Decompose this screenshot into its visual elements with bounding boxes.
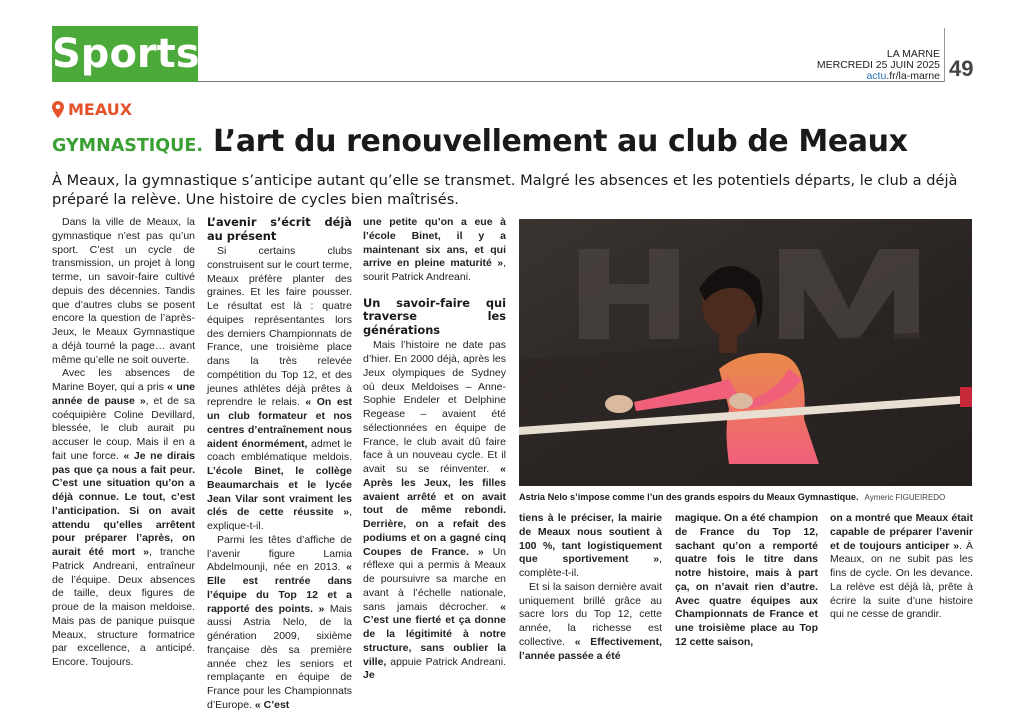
column-5 <box>675 512 818 650</box>
photo-caption <box>519 491 972 504</box>
paragraph: Parmi les têtes d’affiche de l’avenir figure Lamia Abdelmounji, née en 2013. « Elle est rentrée dans l’équipe du Top 12 et a rapporté des points. » Mais aussi Astria Nelo, de la génération 2009, sixième française dès sa première année chez les seniors et remplaçante en équipe de France pour les Championnats d’Europe. « C’est <box>207 533 353 711</box>
column-6 <box>830 512 973 622</box>
subheading: Un savoir-faire qui traverse les générations <box>363 295 506 337</box>
location-label: MEAUX <box>68 100 133 119</box>
paragraph: Avec les absences de Marine Boyer, qui a pris « une année de pause », et de sa coéquipière Coline Devillard, blessée, le club aurait pu accuser le coup. Mais il en a fait une force. « Je ne dirais pas que ça nous a fait peur. C’est une situation qu’on a déjà connue. Le tout, c’est l’anticipation. Si on avait attendu qu’elles arrêtent pour préparer l’après, on aurait été mort », tranche Patrick Andreani, entraîneur de l’équipe. Deux absences de taille, deux figures de proue de la maison meldoise. Mais pas de panique puisque Meaux, structure formatrice par excellence, a anticipé. Encore. Toujours. <box>52 367 195 668</box>
headline <box>52 124 908 159</box>
photo-credit: Aymeric FIGUEIREDO <box>864 493 946 502</box>
site-link[interactable] <box>817 71 940 82</box>
paragraph: Et si la saison dernière avait uniquement brillé grâce au sacre lors du Top 12, cette année, la richesse est collective. « Effectivement, l’année passée a été <box>519 580 662 662</box>
column-2 <box>207 216 352 713</box>
paragraph: Dans la ville de Meaux, la gymnastique n’est pas qu’un sport. C’est un cycle de transmission, un projet à long terme, un savoir-faire cultivé depuis des décennies. Tandis que d’autres clubs se posent encore la question de l’après-Jeux, le Meaux Gymnastique a déjà tourné la page… avant même qu’elle ne soit ouverte. <box>52 216 195 366</box>
paragraph: une petite qu’on a eue à l’école Binet, il y a maintenant six ans, et qui arrive en pleine maturité », sourit Patrick Andreani. <box>363 216 506 283</box>
site-suffix: .fr/la-marne <box>886 70 940 82</box>
paragraph: on a montré que Meaux était capable de préparer l’avenir et de toujours anticiper ». À Meaux, on ne subit pas les fins de cycle. On les devance. La relève est déjà là, prête à écrire la suite d’une histoire qui ne cesse de grandir. <box>830 512 974 621</box>
column-1 <box>52 216 195 670</box>
location-pin-icon <box>52 101 64 118</box>
header-meta <box>817 49 940 82</box>
paragraph: Si certains clubs construisent sur le court terme, Meaux préfère planter des graines. Et les faire pousser. Le résultat est là : quatre équipes représentantes lors des derniers Championnats de France, une troisième place dans la très relevée compétition du Top 12, et des jeunes athlètes déjà prêtes à reprendre le relais. « On est un club formateur et nos centres d’entraînement nous aident énormément, admet le coach emblématique meldois. L’école Binet, le collège Beaumarchais et le lycée Jean Vilar sont vraiment les clés de cette réussite », explique-t-il. <box>207 245 352 532</box>
edition-name: LA MARNE <box>886 48 940 60</box>
column-3 <box>363 216 506 683</box>
site-prefix: actu <box>866 70 887 82</box>
kicker: GYMNASTIQUE. <box>52 136 203 156</box>
article-title: L’art du renouvellement au club de Meaux <box>213 124 908 159</box>
location-tag <box>52 100 132 119</box>
caption-text: Astria Nelo s’impose comme l’un des grands espoirs du Meaux Gymnastique. <box>519 492 859 502</box>
paragraph: magique. On a été champion de France du Top 12, sachant qu’on a remporté quatre fois le titre dans notre histoire, mais à part ça, on n’avait rien d’autre. Avec quatre équipes aux Championnats de France et une troisième place au Top 12 cette saison, <box>675 512 818 648</box>
gymnast-photo <box>519 219 972 486</box>
page-number: 49 <box>949 56 974 81</box>
article-lede: À Meaux, la gymnastique s’anticipe autant qu’elle se transmet. Malgré les absences et les potentiels départs, le club a déjà préparé la relève. Une histoire de cycles bien maîtrisés. <box>52 172 958 208</box>
paragraph: Mais l’histoire ne date pas d’hier. En 2000 déjà, après les Jeux olympiques de Sydney où deux Meldoises – Anne-Sophie Endeler et Delphine Regease – avaient été sélectionnées en équipe de France, le club avait dû faire face à un nouveau cycle. Et il avait su se réinventer. « Après les Jeux, les filles avaient arrêté et on avait tout de même rebondi. Derrière, on a refait des podiums et on a gagné cinq Coupes de France. » Un réflexe qui a permis à Meaux de poursuivre sa marche en avant à l’échelle nationale, sans jamais décrocher. « C’est une fierté et ça donne de la légitimité à notre structure, sans oublier la ville, appuie Patrick Andreani. Je <box>363 339 506 682</box>
header-separator <box>944 28 945 82</box>
article-photo <box>519 219 972 486</box>
paragraph: tiens à le préciser, la mairie de Meaux nous soutient à 100 %, tant logistiquement que sportivement », complète-t-il. <box>519 512 662 579</box>
section-badge: Sports <box>52 26 198 82</box>
edition-date: MERCREDI 25 JUIN 2025 <box>816 59 940 71</box>
subheading: L’avenir s’écrit déjà au présent <box>207 215 352 243</box>
